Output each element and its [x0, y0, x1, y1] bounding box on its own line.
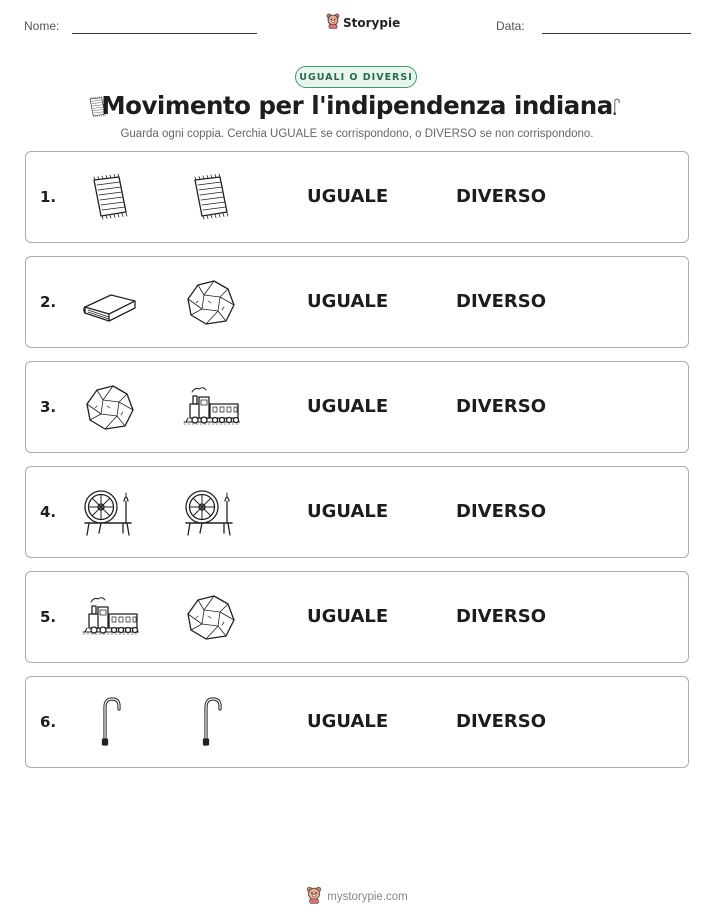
- question-row: [25, 571, 689, 663]
- question-number: 2.: [40, 293, 57, 311]
- question-number: 4.: [40, 503, 57, 521]
- same-option[interactable]: UGUALE: [307, 186, 389, 207]
- bear-mascot-icon: [306, 886, 322, 908]
- question-row: [25, 676, 689, 768]
- footer: [0, 886, 714, 908]
- same-option[interactable]: UGUALE: [307, 711, 389, 732]
- same-option[interactable]: UGUALE: [307, 501, 389, 522]
- storypie-logo: [326, 13, 400, 33]
- salt-rock-icon: [180, 592, 240, 642]
- question-number: 5.: [40, 608, 57, 626]
- date-line[interactable]: [542, 33, 691, 34]
- spinning-wheel-icon: [79, 487, 139, 537]
- bear-mascot-icon: [326, 13, 340, 33]
- page-title: Movimento per l'indipendenza indiana: [101, 91, 613, 120]
- walking-stick-icon: [606, 91, 626, 127]
- walking-stick-icon: [79, 697, 139, 747]
- different-option[interactable]: DIVERSO: [456, 396, 546, 417]
- question-row: [25, 361, 689, 453]
- question-number: 6.: [40, 713, 57, 731]
- train-icon: [79, 592, 139, 642]
- different-option[interactable]: DIVERSO: [456, 501, 546, 522]
- walking-stick-icon: [180, 697, 240, 747]
- spinning-wheel-icon: [180, 487, 240, 537]
- same-option[interactable]: UGUALE: [307, 606, 389, 627]
- question-row: [25, 466, 689, 558]
- name-line[interactable]: [72, 33, 257, 34]
- brand-name: Storypie: [343, 16, 401, 30]
- khadi-cloth-icon: [79, 172, 139, 222]
- question-number: 1.: [40, 188, 57, 206]
- different-option[interactable]: DIVERSO: [456, 606, 546, 627]
- salt-rock-icon: [79, 382, 139, 432]
- same-option[interactable]: UGUALE: [307, 291, 389, 312]
- different-option[interactable]: DIVERSO: [456, 711, 546, 732]
- different-option[interactable]: DIVERSO: [456, 291, 546, 312]
- activity-badge: UGUALI O DIVERSI: [295, 66, 417, 88]
- question-row: [25, 256, 689, 348]
- same-option[interactable]: UGUALE: [307, 396, 389, 417]
- different-option[interactable]: DIVERSO: [456, 186, 546, 207]
- question-number: 3.: [40, 398, 57, 416]
- salt-rock-icon: [180, 277, 240, 327]
- instructions: Guarda ogni coppia. Cerchia UGUALE se corrispondono, o DIVERSO se non corrispondono.: [120, 128, 594, 140]
- name-label: Nome:: [24, 19, 60, 33]
- date-label: Data:: [496, 19, 525, 33]
- question-row: [25, 151, 689, 243]
- book-icon: [79, 277, 139, 327]
- footer-url: mystorypie.com: [327, 891, 408, 903]
- khadi-cloth-icon: [180, 172, 240, 222]
- train-icon: [180, 382, 240, 432]
